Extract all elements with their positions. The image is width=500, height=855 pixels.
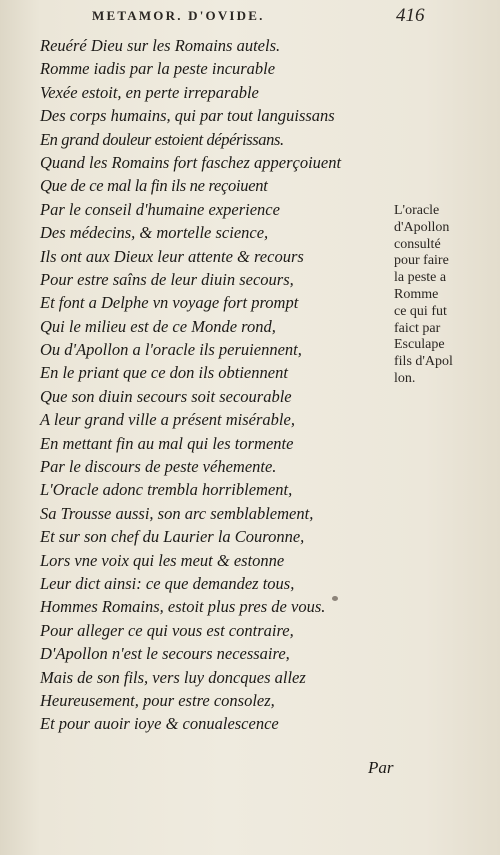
marginal-note-line: fils d'Apol [394,354,453,370]
verse-line: Vexée estoit, en perte irreparable [40,82,259,102]
verse-line: Des corps humains, qui par tout languissans [40,106,335,126]
verse-line: D'Apollon n'est le secours necessaire, [40,644,290,664]
verse-line: Et pour auoir ioye & conualescence [40,714,279,734]
verse-line: Mais de son fils, vers luy doncques allez [40,667,306,687]
verse-line: Leur dict ainsi: ce que demandez tous, [40,573,295,593]
verse-text [40,34,370,736]
verse-line: Et sur son chef du Laurier la Couronne, [40,527,305,547]
verse-line: En le priant que ce don ils obtiennent [40,363,288,383]
verse-line: Des médecins, & mortelle science, [40,223,269,243]
verse-line: Ils ont aux Dieux leur attente & recours [40,246,304,266]
verse-line: Quand les Romains fort faschez apperçoiuent [40,152,342,172]
catchword: Par [368,758,394,777]
page-number: 416 [396,5,425,26]
verse-line: Pour alleger ce qui vous est contraire, [40,620,294,640]
verse-line: L'Oracle adonc trembla horriblement, [40,480,293,500]
marginal-note-line: lon. [394,370,416,386]
verse-line: Heureusement, pour estre consolez, [40,690,275,710]
verse-line: Romme iadis par la peste incurable [40,59,276,79]
marginal-note-line: pour faire [394,253,449,269]
marginal-note [394,203,484,388]
verse-line: En mettant fin au mal qui les tormente [40,433,294,453]
verse-line: Ou d'Apollon a l'oracle ils peruiennent, [40,340,302,360]
running-title: METAMOR. D'OVIDE. [92,8,265,23]
verse-line: Pour estre saîns de leur diuin secours, [40,269,294,289]
verse-line: Et font a Delphe vn voyage fort prompt [40,293,299,313]
verse-line: Reuéré Dieu sur les Romains autels. [40,36,281,55]
verse-line: Que son diuin secours soit secourable [40,386,292,406]
verse-line: A leur grand ville a présent misérable, [40,410,295,430]
verse-line: Hommes Romains, estoit plus pres de vous. [40,597,326,617]
marginal-note-line: la peste a [394,270,447,286]
marginal-note-line: consulté [394,236,441,252]
verse-line: Qui le milieu est de ce Monde rond, [40,316,276,336]
marginal-note-line: d'Apollon [394,219,450,235]
verse-line: Sa Trousse aussi, son arc semblablement, [40,503,314,523]
verse-line: En grand douleur estoient dépérissans. [40,129,284,149]
verse-line: Par le conseil d'humaine experience [40,199,280,219]
ink-smudge [332,596,338,601]
verse-line: Par le discours de peste véhemente. [40,457,277,477]
marginal-note-line: ce qui fut [394,303,447,319]
marginal-note-line: L'oracle [394,203,440,218]
verse-line: Lors vne voix qui les meut & estonne [40,550,285,570]
marginal-note-line: Romme [394,286,439,302]
verse-line: Que de ce mal la fin ils ne reçoiuent [40,176,268,196]
marginal-note-line: faict par [394,320,441,336]
marginal-note-line: Esculape [394,337,445,353]
